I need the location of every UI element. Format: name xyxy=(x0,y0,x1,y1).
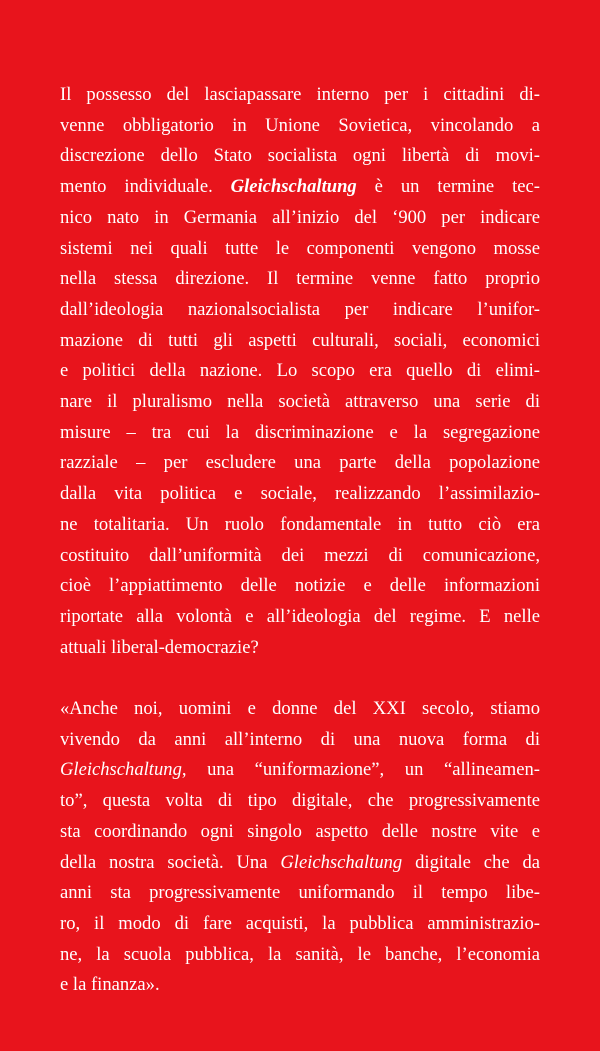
text-line: nico nato in Germania all’inizio del ‘900 per indicare xyxy=(60,206,540,228)
text-line: e politici della nazione. Lo scopo era quello di elimi- xyxy=(60,360,540,382)
text-line: sta coordinando ogni singolo aspetto delle nostre vite e xyxy=(60,820,540,842)
text-line: vivendo da anni all’interno di una nuova forma di xyxy=(60,728,540,750)
text-fragment: digitale che da xyxy=(402,851,540,873)
term-gleichschaltung: Gleichschaltung xyxy=(60,759,182,781)
text-line: venne obbligatorio in Unione Sovietica, vincolando a xyxy=(60,114,540,136)
text-line: anni sta progressivamente uniformando il tempo libe- xyxy=(60,882,540,904)
text-line: nare il pluralismo nella società attraverso una serie di xyxy=(60,391,540,413)
back-cover-text xyxy=(60,80,540,1001)
text-line: e la finanza». xyxy=(60,974,160,996)
text-line: sistemi nei quali tutte le componenti vengono mosse xyxy=(60,237,540,259)
text-line: nella stessa direzione. Il termine venne fatto proprio xyxy=(60,268,540,290)
text-line: ro, il modo di fare acquisti, la pubblica amministrazio- xyxy=(60,912,540,934)
text-line: discrezione dello Stato socialista ogni libertà di movi- xyxy=(60,145,540,167)
text-fragment: della nostra società. Una xyxy=(60,851,281,873)
text-line: ne, la scuola pubblica, la sanità, le banche, l’economia xyxy=(60,943,540,965)
term-gleichschaltung: Gleichschaltung xyxy=(230,176,357,198)
text-line xyxy=(60,755,540,786)
text-line xyxy=(60,172,540,203)
text-line xyxy=(60,848,540,879)
text-line: ne totalitaria. Un ruolo fondamentale in tutto ciò era xyxy=(60,513,540,535)
text-line: dall’ideologia nazionalsocialista per indicare l’unifor- xyxy=(60,298,540,320)
text-line: razziale – per escludere una parte della popolazione xyxy=(60,452,540,474)
paragraph-intro xyxy=(60,80,540,663)
text-line: attuali liberal-democrazie? xyxy=(60,636,259,658)
text-fragment: mento individuale. xyxy=(60,176,231,198)
text-line: riportate alla volontà e all’ideologia del regime. E nelle xyxy=(60,605,540,627)
text-line: Il possesso del lasciapassare interno per i cittadini di- xyxy=(60,84,540,105)
term-gleichschaltung: Gleichschaltung xyxy=(280,851,403,873)
text-fragment: , una “uniformazione”, un “allineamen- xyxy=(181,759,540,781)
text-line: misure – tra cui la discriminazione e la segregazione xyxy=(60,421,540,443)
text-line: «Anche noi, uomini e donne del XXI secolo, stiamo xyxy=(60,698,540,720)
text-line: to”, questa volta di tipo digitale, che progressivamente xyxy=(60,790,540,812)
text-line: mazione di tutti gli aspetti culturali, sociali, economici xyxy=(60,329,540,351)
text-line: dalla vita politica e sociale, realizzando l’assimilazio- xyxy=(60,483,540,505)
text-fragment: è un termine tec- xyxy=(356,176,540,198)
text-line: cioè l’appiattimento delle notizie e delle informazioni xyxy=(60,575,540,597)
paragraph-quote xyxy=(60,694,540,1001)
text-line: costituito dall’uniformità dei mezzi di comunicazione, xyxy=(60,544,540,566)
